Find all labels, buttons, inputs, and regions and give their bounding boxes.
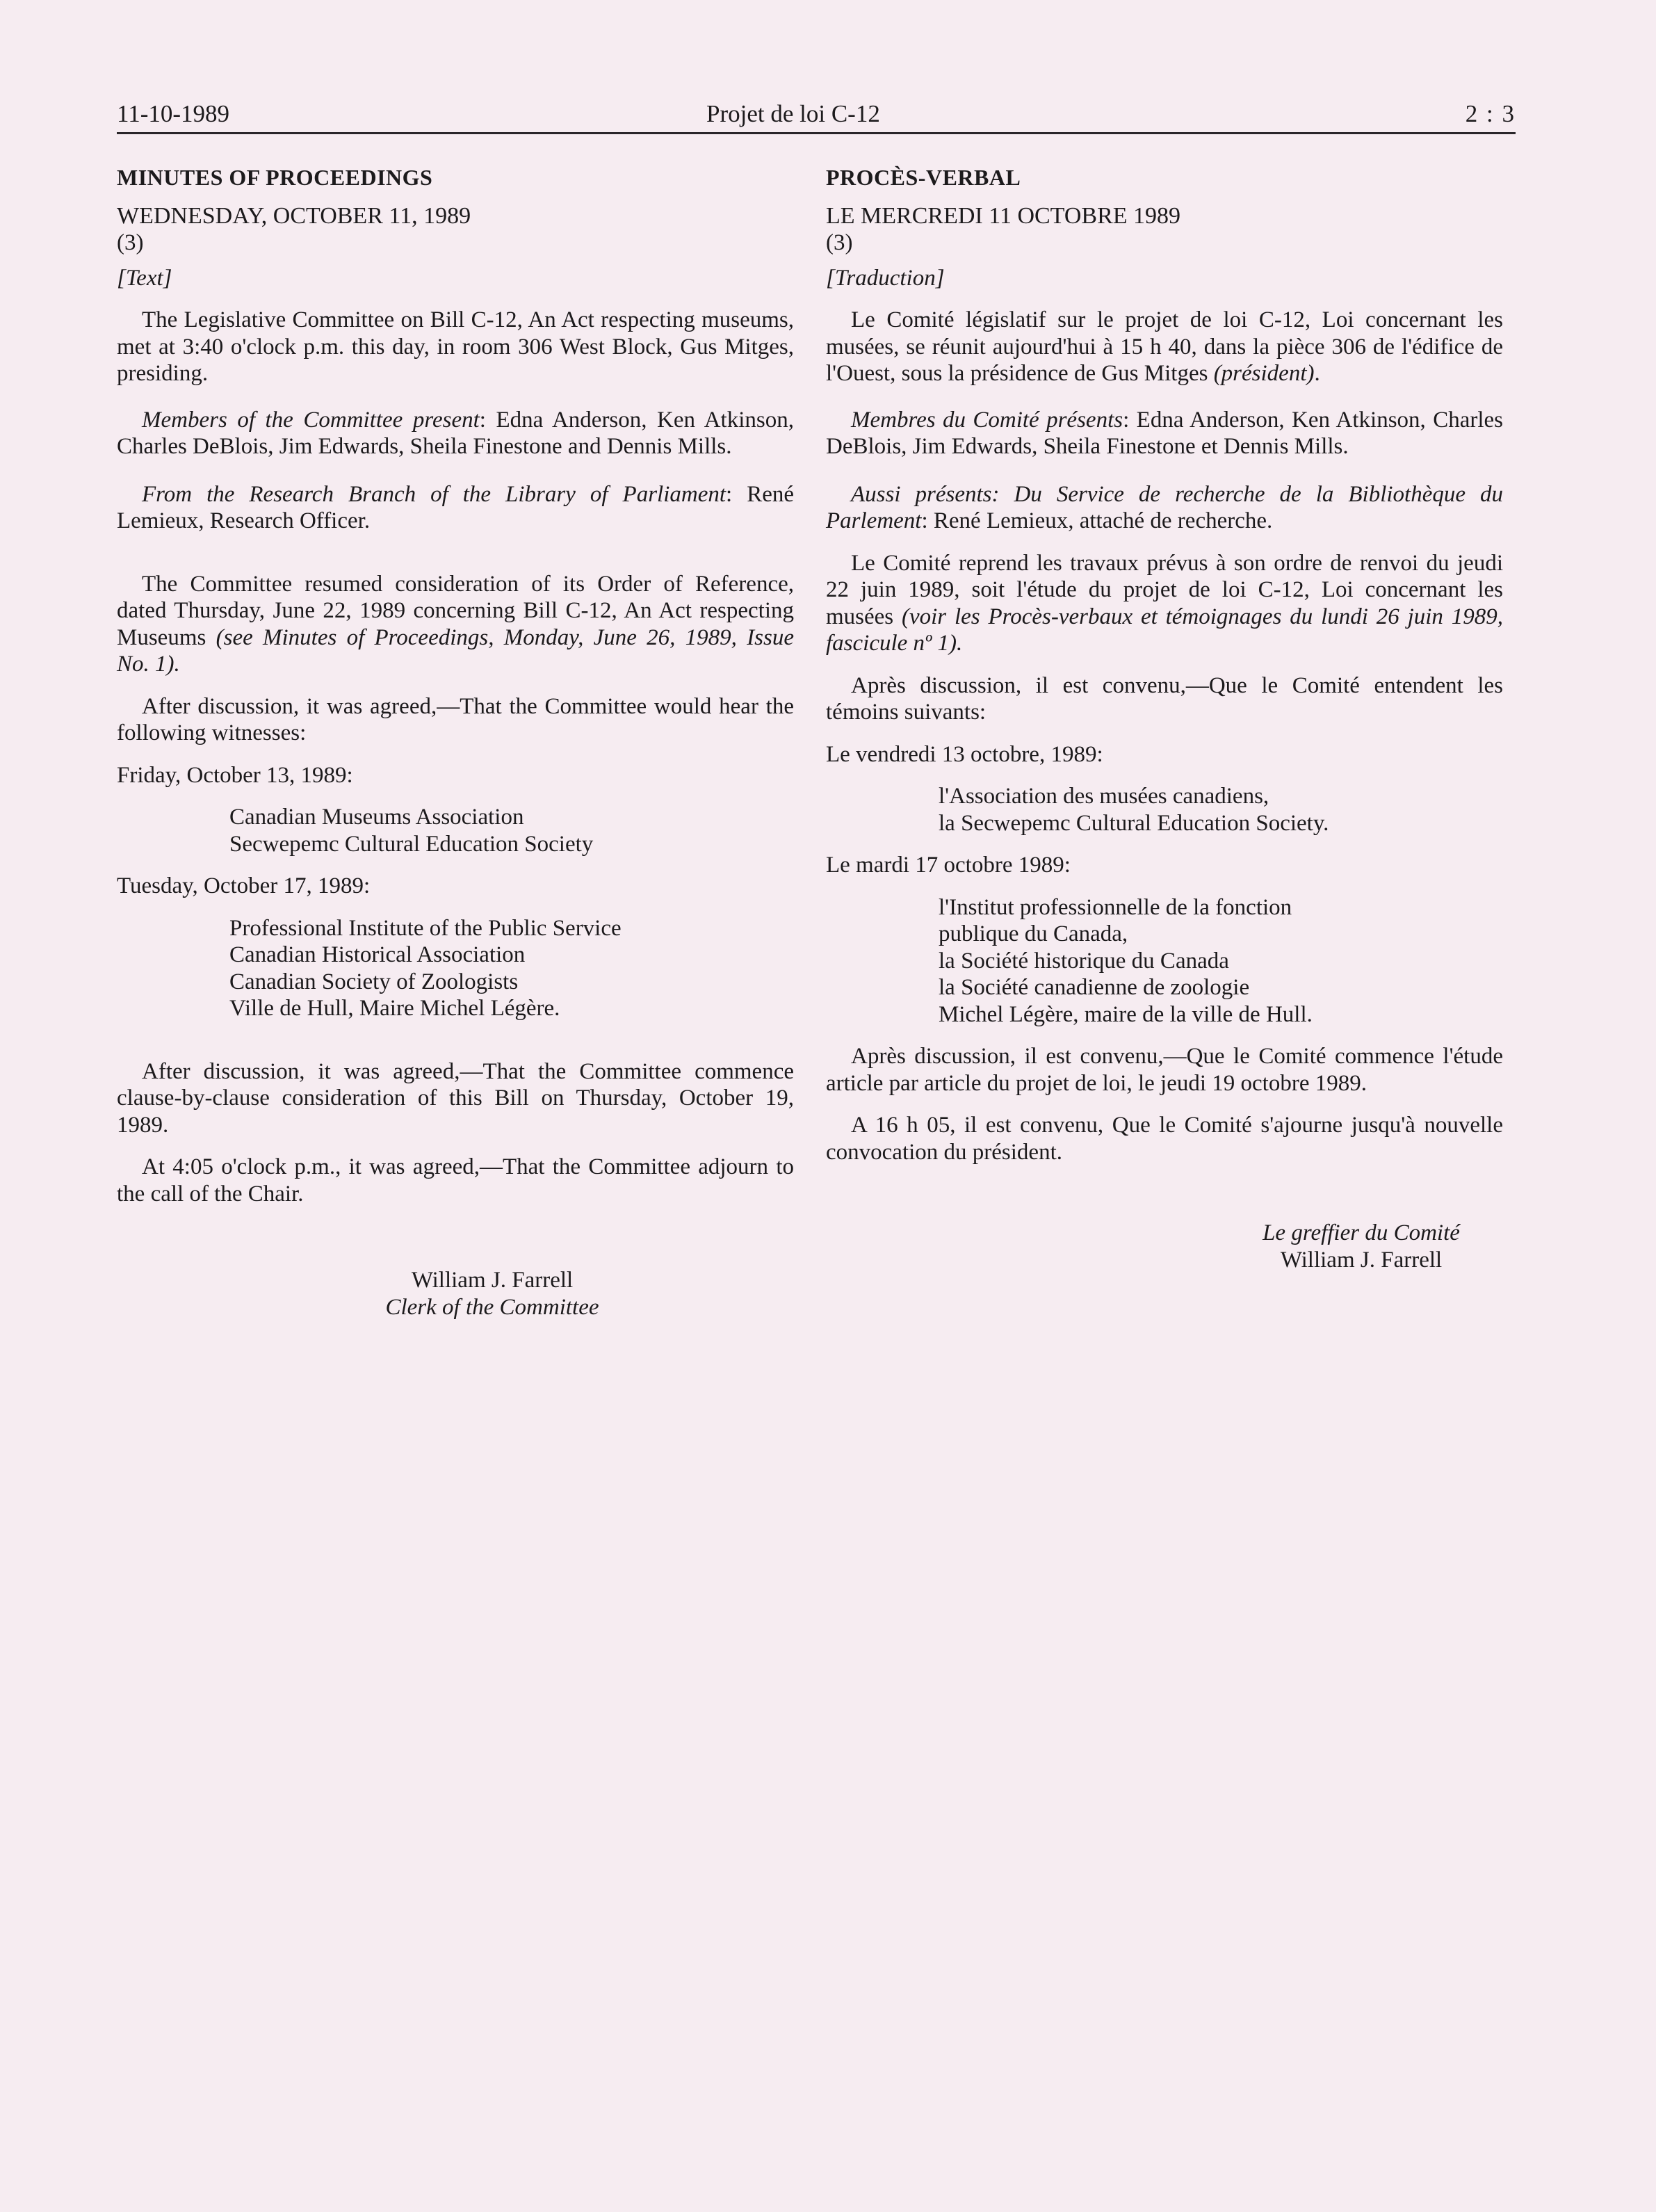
- french-research: [826, 481, 1503, 535]
- english-members-label: Members of the Committee present: [142, 407, 480, 433]
- witness-item: Canadian Society of Zoologists: [229, 969, 519, 994]
- english-adjourn: At 4:05 o'clock p.m., it was agreed,—That the Committee adjourn to the call of the Chair.: [117, 1154, 794, 1206]
- english-signature-name: William J. Farrell: [411, 1268, 574, 1293]
- english-members: [117, 407, 794, 460]
- french-day1-witnesses: [939, 783, 1503, 837]
- witness-item: l'Association des musées canadiens,: [939, 784, 1269, 809]
- french-research-label: Aussi présents: Du Service de recherche de la Bibliothèque du Parlement: [826, 481, 1503, 533]
- witness-item: Canadian Museums Association: [229, 805, 524, 830]
- french-sequence: (3): [826, 230, 853, 255]
- french-research-officer: : René Lemieux, attaché de recherche.: [921, 508, 1273, 533]
- header-date: 11-10-1989: [117, 100, 230, 127]
- english-column: [117, 164, 794, 1321]
- english-resumed: [117, 571, 794, 678]
- witness-item: la Société historique du Canada: [939, 948, 1229, 974]
- french-day2: Le mardi 17 octobre 1989:: [826, 853, 1071, 878]
- witness-item: la Secwepemc Cultural Education Society.: [939, 810, 1329, 836]
- french-heading: PROCÈS-VERBAL: [826, 165, 1021, 190]
- french-resumed-text: Le Comité reprend les travaux prévus à son ordre de renvoi du jeudi 22 juin 1989, soit l'étude du projet de loi C-12, Loi concernant les musées: [826, 550, 1503, 629]
- french-day1: Le vendredi 13 octobre, 1989:: [826, 741, 1103, 767]
- english-resumed-ref: (see Minutes of Proceedings, Monday, June 26, 1989, Issue No. 1).: [117, 624, 794, 677]
- witness-item: Secwepemc Cultural Education Society: [229, 831, 594, 857]
- french-column: [826, 164, 1503, 1273]
- french-signature: [1215, 1220, 1507, 1273]
- page-header: [117, 100, 1516, 131]
- french-opening-president: (président): [1213, 361, 1315, 386]
- english-signature: [346, 1267, 638, 1321]
- witness-item: Professional Institute of the Public Service: [229, 915, 622, 941]
- french-members-list: : Edna Anderson, Ken Atkinson, Charles DeBlois, Jim Edwards, Sheila Finestone et Dennis Mills.: [826, 407, 1504, 459]
- witness-item: Canadian Historical Association: [229, 942, 526, 967]
- header-page-number: 2 : 3: [1465, 100, 1516, 127]
- witness-item: Ville de Hull, Maire Michel Légère.: [229, 996, 560, 1021]
- english-dateline: WEDNESDAY, OCTOBER 11, 1989: [117, 202, 471, 229]
- english-day1: Friday, October 13, 1989:: [117, 762, 353, 788]
- english-language-tag: [Text]: [117, 265, 172, 291]
- french-signature-name: William J. Farrell: [1280, 1247, 1443, 1273]
- witness-item: la Société canadienne de zoologie: [939, 975, 1250, 1000]
- french-opening-text: Le Comité législatif sur le projet de loi C-12, Loi concernant les musées, se réunit aujourd'hui à 15 h 40, dans la pièce 306 de l'édifice de l'Ouest, sous la présidence de Gus Mitges: [826, 307, 1503, 386]
- witness-item: Michel Légère, maire de la ville de Hull.: [939, 1001, 1313, 1027]
- english-resumed-text: The Committee resumed consideration of its Order of Reference, dated Thursday, June 22, 1989 concerning Bill C-12, An Act respecting Museums: [117, 571, 794, 650]
- french-signature-role: Le greffier du Comité: [1263, 1220, 1460, 1245]
- english-agreed-clause: After discussion, it was agreed,—That the Committee commence clause-by-clause consideration of this Bill on Thursday, October 19, 1989.: [117, 1058, 794, 1138]
- french-members-label: Membres du Comité présents: [851, 407, 1123, 433]
- french-day2-witnesses: [939, 894, 1503, 1028]
- french-agreed-witnesses: Après discussion, il est convenu,—Que le Comité entendent les témoins suivants:: [826, 672, 1503, 725]
- header-rule: [117, 132, 1516, 134]
- english-research-label: From the Research Branch of the Library of Parliament: [142, 481, 726, 507]
- french-language-tag: [Traduction]: [826, 265, 945, 291]
- english-day2: Tuesday, October 17, 1989:: [117, 873, 371, 898]
- english-signature-role: Clerk of the Committee: [385, 1294, 599, 1320]
- english-day1-witnesses: [229, 804, 794, 857]
- french-opening: [826, 307, 1503, 387]
- english-members-list: : Edna Anderson, Ken Atkinson, Charles DeBlois, Jim Edwards, Sheila Finestone and Dennis Mills.: [117, 407, 794, 459]
- english-sequence: (3): [117, 230, 144, 255]
- witness-item: publique du Canada,: [939, 921, 1128, 946]
- english-opening: The Legislative Committee on Bill C-12, An Act respecting museums, met at 3:40 o'clock p.m. this day, in room 306 West Block, Gus Mitges, presiding.: [117, 307, 794, 386]
- english-heading: MINUTES OF PROCEEDINGS: [117, 165, 433, 190]
- french-resumed-ref: (voir les Procès-verbaux et témoignages du lundi 26 juin 1989, fascicule nº 1).: [826, 604, 1503, 656]
- header-title: Projet de loi C-12: [706, 100, 880, 127]
- english-research: [117, 481, 794, 535]
- witness-item: l'Institut professionnelle de la fonction: [939, 894, 1292, 920]
- french-dateline: LE MERCREDI 11 OCTOBRE 1989: [826, 202, 1181, 229]
- french-resumed: [826, 550, 1503, 657]
- french-members: [826, 407, 1503, 460]
- french-adjourn: A 16 h 05, il est convenu, Que le Comité s'ajourne jusqu'à nouvelle convocation du président.: [826, 1113, 1503, 1165]
- english-research-officer: : René Lemieux, Research Officer.: [117, 481, 794, 533]
- english-day2-witnesses: [229, 915, 794, 1022]
- english-agreed-witnesses: After discussion, it was agreed,—That the Committee would hear the following witnesses:: [117, 693, 794, 745]
- french-opening-end: .: [1314, 361, 1320, 386]
- french-agreed-clause: Après discussion, il est convenu,—Que le Comité commence l'étude article par article du projet de loi, le jeudi 19 octobre 1989.: [826, 1044, 1503, 1096]
